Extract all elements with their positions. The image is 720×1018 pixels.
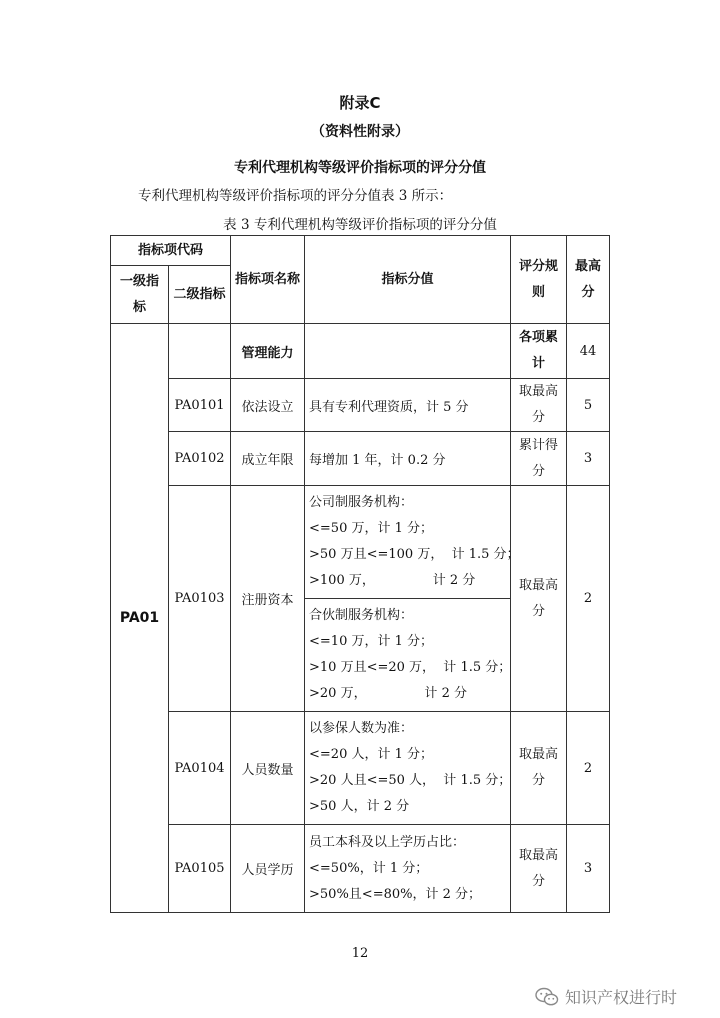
row-name: 依法设立 (231, 379, 305, 432)
appendix-subtitle: （资料性附录） (311, 124, 409, 140)
row-rule: 取最高分 (511, 712, 567, 825)
table-row (111, 825, 610, 913)
table-row (111, 712, 610, 825)
header-max: 最高分 (567, 236, 610, 324)
value-line: >100 万， 计 2 分 (309, 573, 476, 588)
value-line: >50 人，计 2 分 (309, 799, 410, 814)
row-code: PA0105 (169, 825, 231, 913)
value-line: <=20 人，计 1 分； (309, 747, 434, 762)
header-value: 指标分值 (305, 236, 511, 324)
header-level2: 二级指标 (169, 266, 231, 324)
table-row (111, 324, 610, 379)
row-name: 注册资本 (231, 486, 305, 712)
table-row (111, 379, 610, 432)
row-name: 人员数量 (231, 712, 305, 825)
value-line: <=50 万，计 1 分； (309, 521, 434, 536)
row-code: PA0102 (169, 432, 231, 486)
row-rule: 累计得分 (511, 432, 567, 486)
value-line: >20 万， 计 2 分 (309, 686, 467, 701)
value-line: >50%且<=80%，计 2 分； (309, 886, 482, 902)
value-line: 员工本科及以上学历占比： (309, 834, 466, 850)
group-rule: 各项累计 (511, 324, 567, 379)
row-value (305, 712, 511, 825)
row-code: PA0103 (169, 486, 231, 712)
row-max: 3 (567, 825, 610, 913)
header-code: 指标项代码 (111, 236, 231, 266)
header-name: 指标项名称 (231, 236, 305, 324)
row-max: 2 (567, 486, 610, 712)
row-value: 每增加 1 年，计 0.2 分 (305, 432, 511, 486)
table-caption: 表 3 专利代理机构等级评价指标项的评分分值 (223, 217, 497, 233)
empty-cell (169, 324, 231, 379)
row-rule: 取最高分 (511, 825, 567, 913)
value-line: >20 人且<=50 人， 计 1.5 分； (309, 773, 512, 788)
group-max: 44 (567, 324, 610, 379)
value-line: <=50%，计 1 分； (309, 860, 429, 876)
row-rule: 取最高分 (511, 379, 567, 432)
watermark (535, 985, 677, 1008)
section-title: 专利代理机构等级评价指标项的评分分值 (234, 160, 486, 176)
row-max: 5 (567, 379, 610, 432)
header-level1: 一级指标 (111, 266, 169, 324)
row-value: 具有专利代理资质，计 5 分 (305, 379, 511, 432)
value-line: 以参保人数为准： (309, 721, 414, 736)
value-line: >10 万且<=20 万， 计 1.5 分； (309, 660, 512, 675)
row-code: PA0101 (169, 379, 231, 432)
value-line: 公司制服务机构： (309, 495, 414, 510)
row-value-company (305, 486, 520, 599)
level1-code: PA01 (111, 324, 169, 913)
row-max: 3 (567, 432, 610, 486)
wechat-icon (535, 987, 559, 1007)
watermark-text: 知识产权进行时 (565, 988, 678, 1007)
row-value (305, 825, 511, 913)
table-row (111, 486, 610, 599)
row-rule: 取最高分 (511, 486, 567, 712)
value-line: >50 万且<=100 万， 计 1.5 分； (309, 547, 520, 562)
row-name: 人员学历 (231, 825, 305, 913)
group-name: 管理能力 (231, 324, 305, 379)
value-line: <=10 万，计 1 分； (309, 634, 434, 649)
header-rule: 评分规则 (511, 236, 567, 324)
page-number: 12 (351, 946, 369, 961)
row-max: 2 (567, 712, 610, 825)
empty-cell (305, 324, 511, 379)
score-table (110, 235, 610, 913)
row-value-partnership (305, 599, 511, 712)
table-row (111, 432, 610, 486)
intro-text: 专利代理机构等级评价指标项的评分分值表 3 所示： (138, 188, 453, 204)
row-name: 成立年限 (231, 432, 305, 486)
appendix-title: 附录C (339, 94, 381, 112)
value-line: 合伙制服务机构： (309, 608, 414, 623)
row-code: PA0104 (169, 712, 231, 825)
